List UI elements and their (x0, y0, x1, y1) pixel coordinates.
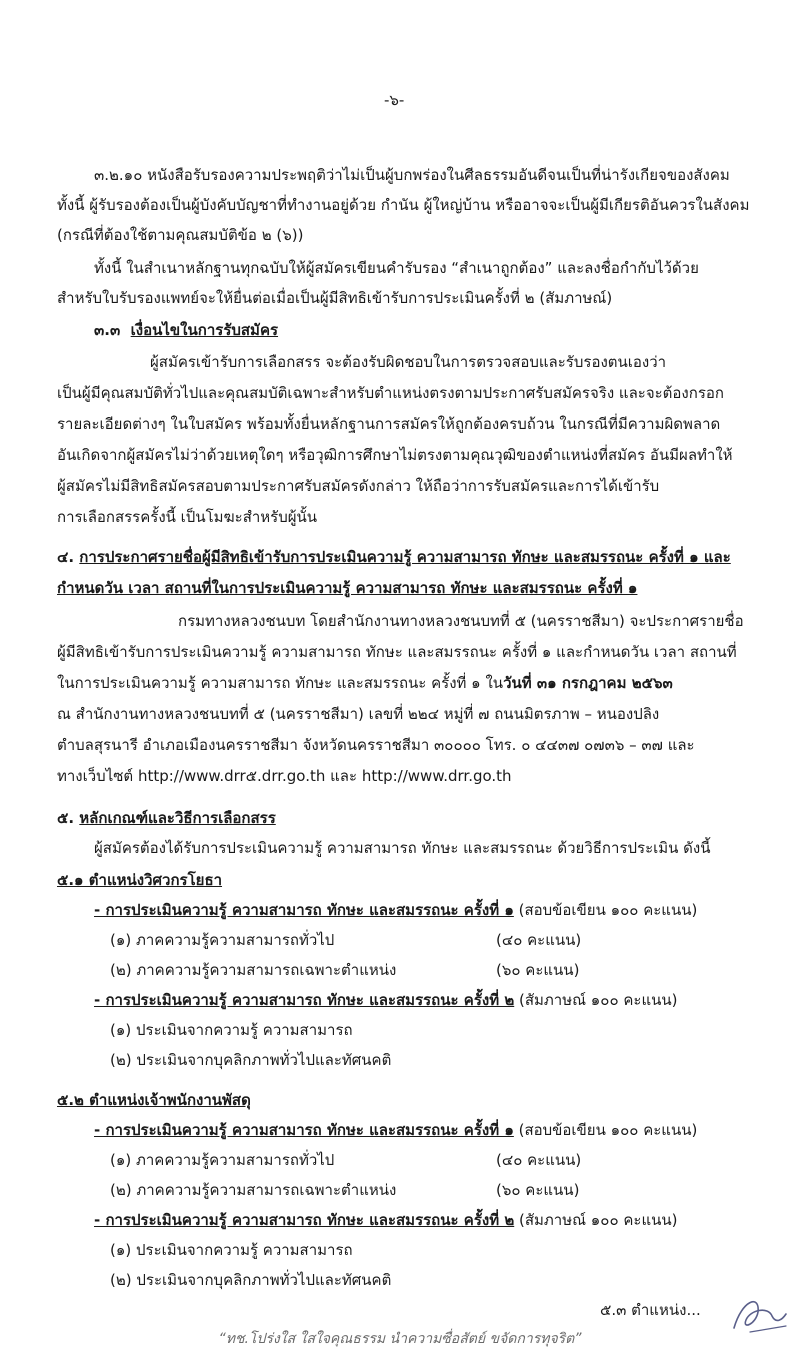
s5-2-round-2-note: (สัมภาษณ์ ๑๐๐ คะแนน) (514, 1211, 678, 1229)
s5-2-heading: ๕.๒ ตำแหน่งเจ้าพนักงานพัสดุ (57, 1091, 251, 1109)
s5-2-r1-item-1: (๑) ภาคความรู้ความสามารถทั่วไป (110, 1151, 335, 1169)
s3-3-line-3: รายละเอียดต่างๆ ในใบสมัคร พร้อมทั้งยื่นหลักฐานการสมัครให้ถูกต้องครบถ้วน ในกรณีที่มีความผิดพลาด (57, 415, 721, 433)
s5-2-round-2-title: - การประเมินความรู้ ความสามารถ ทักษะ และสมรรถนะ ครั้งที่ ๒ (94, 1211, 515, 1229)
s4-line-1: กรมทางหลวงชนบท โดยสำนักงานทางหลวงชนบทที่ ๕ (นครราชสีมา) จะประกาศรายชื่อ (178, 612, 744, 630)
s5-2-r1-item-1-score: (๔๐ คะแนน) (496, 1151, 582, 1169)
page-number: -๖- (384, 91, 405, 109)
s5-number: ๕. (57, 809, 75, 827)
s3-2-10-line-1: ๓.๒.๑๐ หนังสือรับรองความประพฤติว่าไม่เป็นผู้บกพร่องในศีลธรรมอันดีจนเป็นที่น่ารังเกียจของสังคม (94, 166, 730, 184)
s3-3-title: เงื่อนไขในการรับสมัคร (130, 321, 279, 339)
s4-line-3 (57, 673, 673, 693)
s5-2-round-1-note: (สอบข้อเขียน ๑๐๐ คะแนน) (513, 1121, 698, 1139)
s3-3-line-1: ผู้สมัครเข้ารับการเลือกสรร จะต้องรับผิดชอบในการตรวจสอบและรับรองตนเองว่า (150, 353, 667, 371)
s5-1-r1-item-1-score: (๔๐ คะแนน) (496, 931, 582, 949)
s5-1-r2-item-1: (๑) ประเมินจากความรู้ ความสามารถ (110, 1021, 353, 1039)
s4-line-4: ณ สำนักงานทางหลวงชนบทที่ ๕ (นครราชสีมา) เลขที่ ๒๒๔ หมู่ที่ ๗ ถนนมิตรภาพ – หนองปลิง (57, 705, 660, 723)
s4-heading-1 (57, 547, 731, 567)
s5-1-r1-item-1: (๑) ภาคความรู้ความสามารถทั่วไป (110, 931, 335, 949)
copies-line-2: สำหรับใบรับรองแพทย์จะให้ยื่นต่อเมื่อเป็นผู้มีสิทธิเข้ารับการประเมินครั้งที่ ๒ (สัมภาษณ์) (57, 289, 613, 307)
s5-2-round-1-title: - การประเมินความรู้ ความสามารถ ทักษะ และสมรรถนะ ครั้งที่ ๑ (94, 1121, 514, 1139)
s5-1-r1-item-2: (๒) ภาคความรู้ความสามารถเฉพาะตำแหน่ง (110, 961, 397, 979)
s4-line-6: ทางเว็บไซต์ http://www.drr๕.drr.go.th และ http://www.drr.go.th (57, 767, 512, 785)
s5-2-r2-item-2: (๒) ประเมินจากบุคลิกภาพทั่วไปและทัศนคติ (110, 1271, 392, 1289)
s5-1-round-1-title: - การประเมินความรู้ ความสามารถ ทักษะ และสมรรถนะ ครั้งที่ ๑ (94, 901, 514, 919)
s3-3-line-6: การเลือกสรรครั้งนี้ เป็นโมฆะสำหรับผู้นั้น (57, 508, 318, 526)
s3-2-10-line-3: (กรณีที่ต้องใช้ตามคุณสมบัติข้อ ๒ (๖)) (57, 226, 304, 244)
s5-1-heading: ๕.๑ ตำแหน่งวิศวกรโยธา (57, 871, 223, 889)
s4-title-1: การประกาศรายชื่อผู้มีสิทธิเข้ารับการประเมินความรู้ ความสามารถ ทักษะ และสมรรถนะ ครั้งที่ ๑ และ (79, 548, 731, 566)
s3-3-heading (94, 320, 278, 340)
footer-slogan: “ทช.โปร่งใส ใสใจคุณธรรม นำความซื่อสัตย์ ขจัดการทุจริต” (218, 1331, 582, 1347)
s5-1-round-1-note: (สอบข้อเขียน ๑๐๐ คะแนน) (513, 901, 698, 919)
s3-2-10-line-2: ทั้งนี้ ผู้รับรองต้องเป็นผู้บังคับบัญชาที่ทำงานอยู่ด้วย กำนัน ผู้ใหญ่บ้าน หรืออาจจะเป็นผู้มีเกียรติอันควรในสังคม (57, 196, 750, 214)
s5-1-r2-item-2: (๒) ประเมินจากบุคลิกภาพทั่วไปและทัศนคติ (110, 1051, 392, 1069)
s5-2-r2-item-1: (๑) ประเมินจากความรู้ ความสามารถ (110, 1241, 353, 1259)
s4-heading-2: กำหนดวัน เวลา สถานที่ในการประเมินความรู้ ความสามารถ ทักษะ และสมรรถนะ ครั้งที่ ๑ (57, 579, 638, 597)
s4-line-5: ตำบลสุรนารี อำเภอเมืองนครราชสีมา จังหวัดนครราชสีมา ๓๐๐๐๐ โทร. ๐ ๔๔๓๗ ๐๗๓๖ – ๓๗ และ (57, 736, 695, 754)
s5-2-round-1 (94, 1120, 697, 1140)
s5-heading (57, 808, 276, 828)
s5-1-round-1 (94, 900, 697, 920)
s4-exam-date: วันที่ ๓๑ กรกฎาคม ๒๕๖๓ (503, 674, 673, 692)
s5-2-r1-item-2-score: (๖๐ คะแนน) (496, 1181, 580, 1199)
s5-1-r1-item-2-score: (๖๐ คะแนน) (496, 961, 580, 979)
s5-title: หลักเกณฑ์และวิธีการเลือกสรร (79, 809, 276, 827)
s5-2-r1-item-2: (๒) ภาคความรู้ความสามารถเฉพาะตำแหน่ง (110, 1181, 397, 1199)
s4-number: ๔. (57, 548, 75, 566)
s3-3-line-5: ผู้สมัครไม่มีสิทธิสมัครสอบตามประกาศรับสมัครดังกล่าว ให้ถือว่าการรับสมัครและการได้เข้ารับ (57, 477, 660, 495)
s3-3-line-4: อันเกิดจากผู้สมัครไม่ว่าด้วยเหตุใดๆ หรือวุฒิการศึกษาไม่ตรงตามคุณวุฒิของตำแหน่งที่สมัคร อันมีผลทำให้ (57, 446, 733, 464)
s3-3-number: ๓.๓ (94, 321, 121, 339)
s5-2-round-2 (94, 1210, 677, 1230)
s4-line-3-text: ในการประเมินความรู้ ความสามารถ ทักษะ และสมรรถนะ ครั้งที่ ๑ ใน (57, 674, 504, 692)
s4-line-2: ผู้มีสิทธิเข้ารับการประเมินความรู้ ความสามารถ ทักษะ และสมรรถนะ ครั้งที่ ๑ และกำหนดวัน เวลา สถานที่ (57, 643, 737, 661)
s5-intro: ผู้สมัครต้องได้รับการประเมินความรู้ ความสามารถ ทักษะ และสมรรถนะ ด้วยวิธีการประเมิน ดังนี้ (94, 839, 711, 857)
continuation-text: ๕.๓ ตำแหน่ง... (600, 1301, 701, 1319)
s5-1-round-2-note: (สัมภาษณ์ ๑๐๐ คะแนน) (514, 991, 678, 1009)
s5-1-round-2-title: - การประเมินความรู้ ความสามารถ ทักษะ และสมรรถนะ ครั้งที่ ๒ (94, 991, 515, 1009)
copies-line-1: ทั้งนี้ ในสำเนาหลักฐานทุกฉบับให้ผู้สมัครเขียนคำรับรอง “สำเนาถูกต้อง” และลงชื่อกำกับไว้ด้วย (94, 259, 699, 277)
s3-3-line-2: เป็นผู้มีคุณสมบัติทั่วไปและคุณสมบัติเฉพาะสำหรับตำแหน่งตรงตามประกาศรับสมัครจริง และจะต้องกรอก (57, 384, 724, 402)
s5-1-round-2 (94, 990, 677, 1010)
